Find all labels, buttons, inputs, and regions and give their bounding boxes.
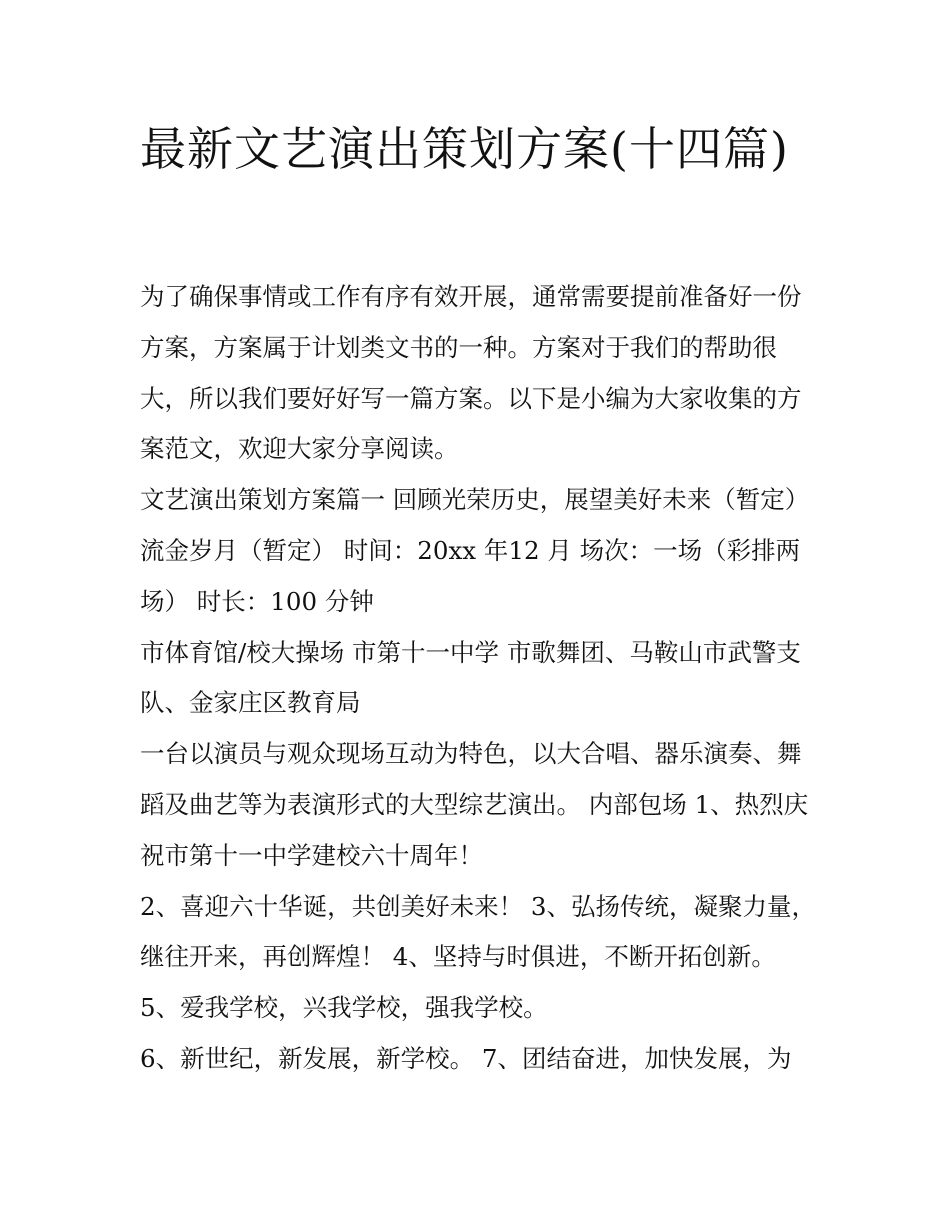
paragraph-event-info: 文艺演出策划方案篇一 回顾光荣历史，展望美好未来（暂定） 流金岁月（暂定） 时间：20xx 年12 月 场次：一场（彩排两场） 时长：100 分钟 bbox=[140, 485, 810, 616]
paragraph-intro: 为了确保事情或工作有序有效开展，通常需要提前准备好一份方案，方案属于计划类文书的一种。方案对于我们的帮助很大，所以我们要好好写一篇方案。以下是小编为大家收集的方案范文，欢迎大家分享阅读。 bbox=[140, 282, 802, 464]
document-body bbox=[140, 272, 818, 1085]
paragraph-event-description: 一台以演员与观众现场互动为特色，以大合唱、器乐演奏、舞蹈及曲艺等为表演形式的大型综艺演出。 内部包场 1、热烈庆祝市第十一中学建校六十周年！ bbox=[140, 739, 809, 870]
paragraph-slogans: 2、喜迎六十华诞，共创美好未来！ 3、弘扬传统，凝聚力量，继往开来，再创辉煌！ 4、坚持与时俱进，不断开拓创新。 5、爱我学校，兴我学校，强我学校。 bbox=[140, 891, 816, 1023]
document-title: 最新文艺演出策划方案(十四篇) bbox=[140, 122, 789, 176]
paragraph-venue-organizers: 市体育馆/校大操场 市第十一中学 市歌舞团、马鞍山市武警支队、金家庄区教育局 bbox=[140, 637, 801, 718]
paragraph-slogans-continued: 6、新世纪，新发展，新学校。 7、团结奋进，加快发展，为 bbox=[140, 1043, 792, 1073]
